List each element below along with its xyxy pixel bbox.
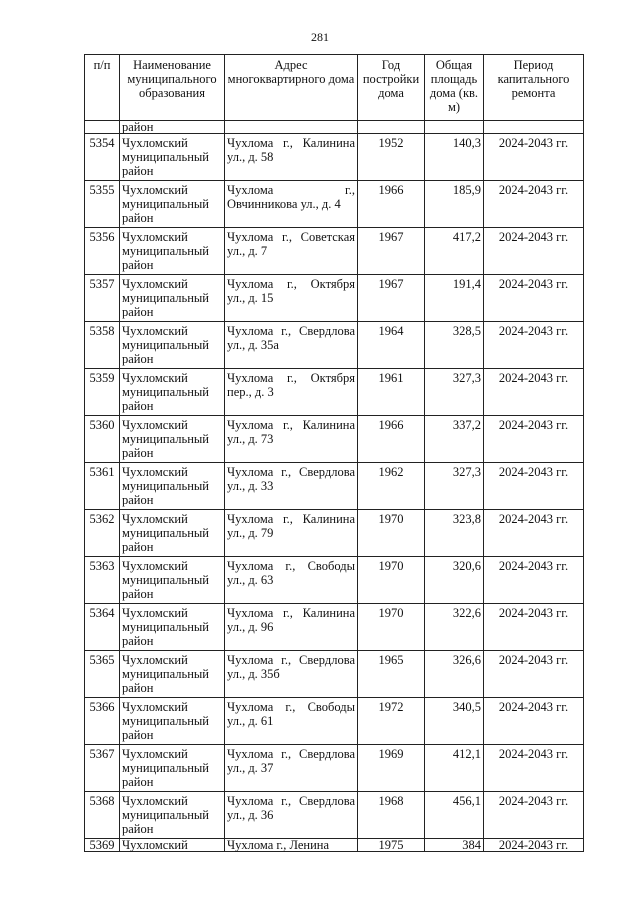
cell-year: 1968	[358, 792, 425, 839]
table-row	[85, 369, 584, 416]
cell-period: 2024-2043 гг.	[484, 275, 584, 322]
cell-municipality: Чухломский	[120, 839, 225, 852]
cell-period: 2024-2043 гг.	[484, 181, 584, 228]
cell-address: Чухлома г., Свободы ул., д. 61	[225, 698, 358, 745]
table-row	[85, 463, 584, 510]
cell-period: 2024-2043 гг.	[484, 792, 584, 839]
cell-address: Чухлома г., Калинина ул., д. 73	[225, 416, 358, 463]
page-number: 281	[311, 30, 329, 44]
cell-area: 323,8	[425, 510, 484, 557]
cell-municipality: Чухломский муниципальный район	[120, 275, 225, 322]
header-row	[85, 55, 584, 121]
cell-address: Чухлома г., Ленина	[225, 839, 358, 852]
cell-municipality: Чухломский муниципальный район	[120, 463, 225, 510]
table-row	[85, 510, 584, 557]
cell-num: 5364	[85, 604, 120, 651]
cell-address: Чухлома г., Свердлова ул., д. 35б	[225, 651, 358, 698]
cell-num: 5354	[85, 134, 120, 181]
cell-area: 327,3	[425, 463, 484, 510]
cell-num: 5365	[85, 651, 120, 698]
cell-address: Чухлома г., Овчинникова ул., д. 4	[225, 181, 358, 228]
cell-area: 417,2	[425, 228, 484, 275]
cell-period: 2024-2043 гг.	[484, 698, 584, 745]
table-row	[85, 322, 584, 369]
cell-year: 1967	[358, 275, 425, 322]
cell-year: 1965	[358, 651, 425, 698]
table-row	[85, 134, 584, 181]
cell-period: 2024-2043 гг.	[484, 463, 584, 510]
cell-num: 5357	[85, 275, 120, 322]
cell-num: 5360	[85, 416, 120, 463]
cell-municipality: Чухломский муниципальный район	[120, 651, 225, 698]
table-row	[85, 745, 584, 792]
cell-area: 328,5	[425, 322, 484, 369]
cell-address: Чухлома г., Октября пер., д. 3	[225, 369, 358, 416]
cell-num: 5369	[85, 839, 120, 852]
cell-municipality: Чухломский муниципальный район	[120, 557, 225, 604]
cell-address: Чухлома г., Калинина ул., д. 96	[225, 604, 358, 651]
cell-area: 456,1	[425, 792, 484, 839]
cell-address: Чухлома г., Калинина ул., д. 58	[225, 134, 358, 181]
cell-municipality: Чухломский муниципальный район	[120, 792, 225, 839]
cell-period: 2024-2043 гг.	[484, 369, 584, 416]
header-num: п/п	[85, 55, 120, 121]
carryover-row	[85, 121, 584, 134]
cell-municipality: Чухломский муниципальный район	[120, 369, 225, 416]
cell-municipality: Чухломский муниципальный район	[120, 416, 225, 463]
table-row	[85, 557, 584, 604]
cell-year: 1975	[358, 839, 425, 852]
cell-area: 320,6	[425, 557, 484, 604]
cell-year: 1972	[358, 698, 425, 745]
cell-year: 1969	[358, 745, 425, 792]
cell-municipality: Чухломский муниципальный район	[120, 181, 225, 228]
table-row	[85, 651, 584, 698]
cell-num: 5362	[85, 510, 120, 557]
cell-municipality: Чухломский муниципальный район	[120, 228, 225, 275]
cell-year: 1970	[358, 557, 425, 604]
carryover-text: район	[120, 121, 225, 134]
cell-area: 384	[425, 839, 484, 852]
cell-num: 5368	[85, 792, 120, 839]
cell-period: 2024-2043 гг.	[484, 604, 584, 651]
table-row	[85, 604, 584, 651]
cell-year: 1966	[358, 416, 425, 463]
cell-year: 1964	[358, 322, 425, 369]
header-municipality: Наименование муниципального образования	[120, 55, 225, 121]
table-row	[85, 228, 584, 275]
cell-address: Чухлома г., Свердлова ул., д. 33	[225, 463, 358, 510]
header-address: Адрес многоквартирного дома	[225, 55, 358, 121]
header-year: Год постройки дома	[358, 55, 425, 121]
cell-municipality: Чухломский муниципальный район	[120, 510, 225, 557]
cell-period: 2024-2043 гг.	[484, 416, 584, 463]
cell-year: 1970	[358, 604, 425, 651]
cell-area: 191,4	[425, 275, 484, 322]
cell-num: 5358	[85, 322, 120, 369]
cell-address: Чухлома г., Свободы ул., д. 63	[225, 557, 358, 604]
cell-num: 5367	[85, 745, 120, 792]
cell-area: 185,9	[425, 181, 484, 228]
cell-area: 412,1	[425, 745, 484, 792]
cell-area: 340,5	[425, 698, 484, 745]
cell-period: 2024-2043 гг.	[484, 557, 584, 604]
cell-address: Чухлома г., Свердлова ул., д. 35а	[225, 322, 358, 369]
cell-period: 2024-2043 гг.	[484, 839, 584, 852]
header-period: Период капитального ремонта	[484, 55, 584, 121]
cell-year: 1970	[358, 510, 425, 557]
cell-address: Чухлома г., Калинина ул., д. 79	[225, 510, 358, 557]
cell-period: 2024-2043 гг.	[484, 745, 584, 792]
cell-municipality: Чухломский муниципальный район	[120, 322, 225, 369]
cell-area: 326,6	[425, 651, 484, 698]
cell-year: 1966	[358, 181, 425, 228]
cell-municipality: Чухломский муниципальный район	[120, 745, 225, 792]
header-area: Общая площадь дома (кв. м)	[425, 55, 484, 121]
cell-period: 2024-2043 гг.	[484, 134, 584, 181]
housing-registry-table	[84, 54, 584, 852]
cell-year: 1952	[358, 134, 425, 181]
cell-num: 5355	[85, 181, 120, 228]
table-row-partial	[85, 839, 584, 852]
cell-area: 337,2	[425, 416, 484, 463]
cell-area: 327,3	[425, 369, 484, 416]
cell-municipality: Чухломский муниципальный район	[120, 698, 225, 745]
table-row	[85, 275, 584, 322]
cell-area: 322,6	[425, 604, 484, 651]
cell-address: Чухлома г., Советская ул., д. 7	[225, 228, 358, 275]
cell-year: 1962	[358, 463, 425, 510]
table-row	[85, 416, 584, 463]
cell-year: 1967	[358, 228, 425, 275]
cell-period: 2024-2043 гг.	[484, 228, 584, 275]
cell-municipality: Чухломский муниципальный район	[120, 604, 225, 651]
cell-address: Чухлома г., Свердлова ул., д. 37	[225, 745, 358, 792]
cell-year: 1961	[358, 369, 425, 416]
cell-address: Чухлома г., Октября ул., д. 15	[225, 275, 358, 322]
cell-num: 5366	[85, 698, 120, 745]
table-row	[85, 181, 584, 228]
cell-num: 5361	[85, 463, 120, 510]
cell-address: Чухлома г., Свердлова ул., д. 36	[225, 792, 358, 839]
table-row	[85, 698, 584, 745]
cell-num: 5359	[85, 369, 120, 416]
cell-num: 5363	[85, 557, 120, 604]
cell-period: 2024-2043 гг.	[484, 651, 584, 698]
cell-period: 2024-2043 гг.	[484, 322, 584, 369]
cell-area: 140,3	[425, 134, 484, 181]
table-row	[85, 792, 584, 839]
cell-period: 2024-2043 гг.	[484, 510, 584, 557]
cell-num: 5356	[85, 228, 120, 275]
cell-municipality: Чухломский муниципальный район	[120, 134, 225, 181]
